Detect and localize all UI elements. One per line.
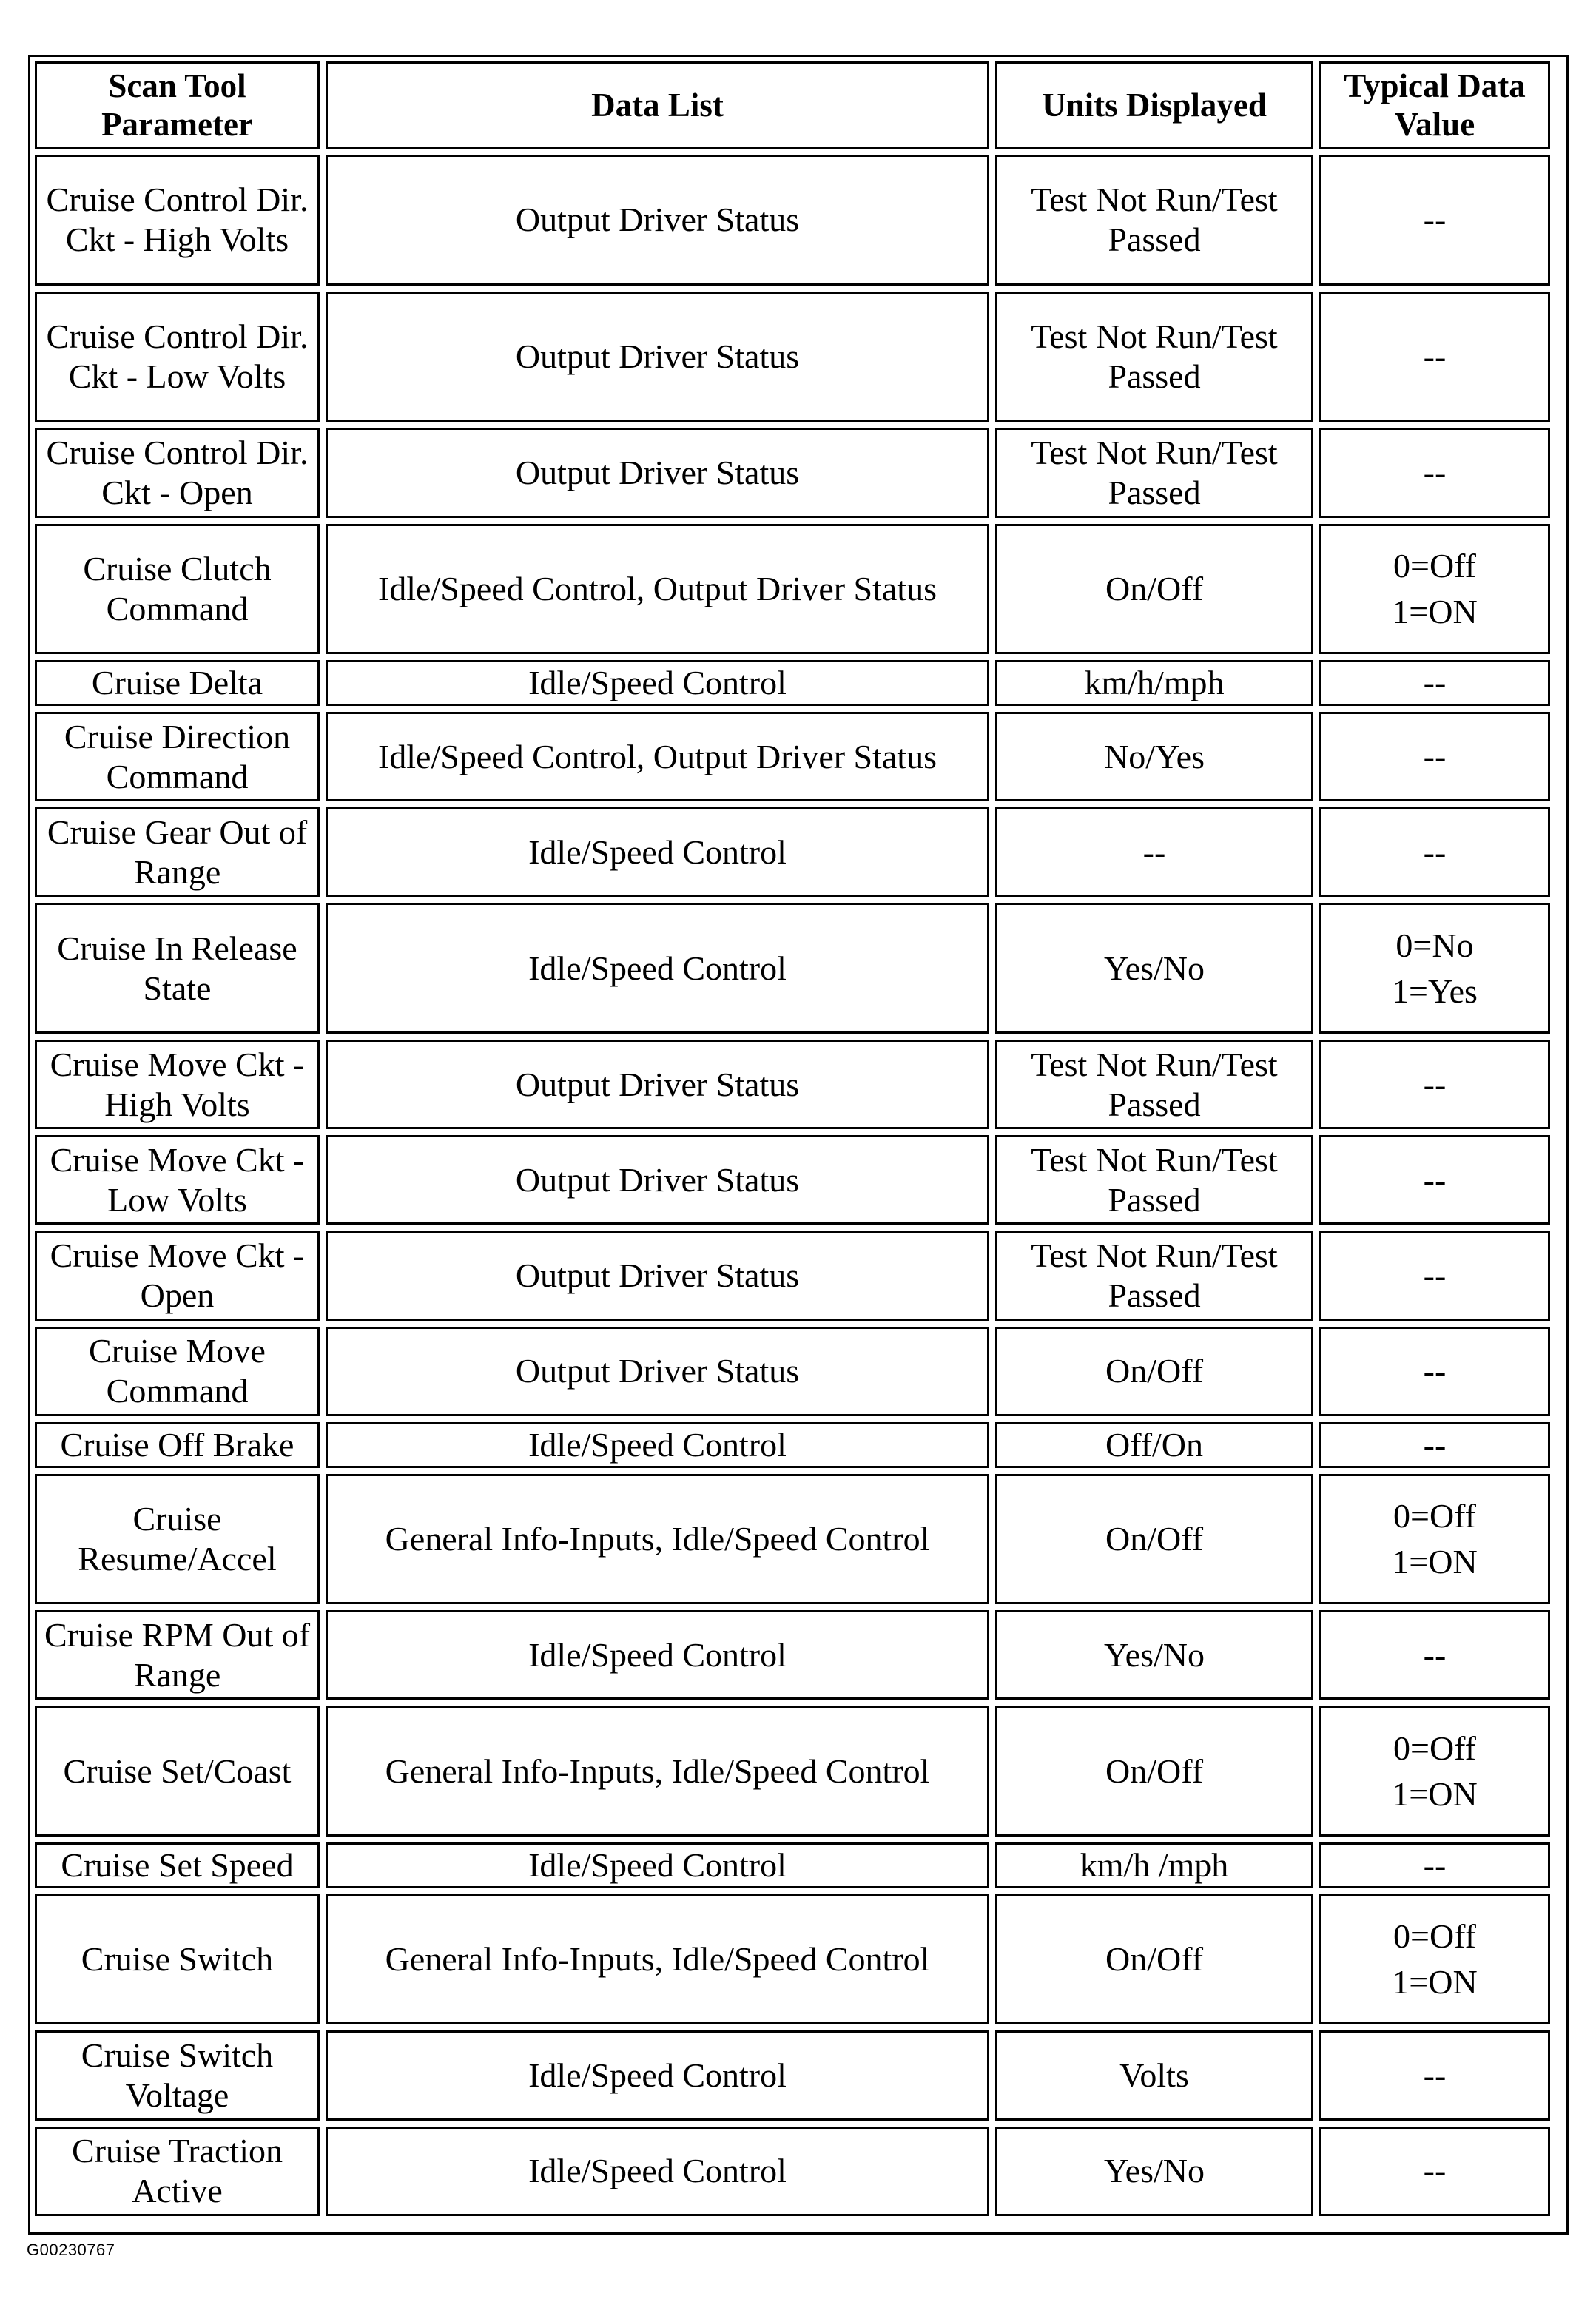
cell-units: Test Not Run/Test Passed <box>995 428 1313 517</box>
cell-units: Test Not Run/Test Passed <box>995 1040 1313 1129</box>
cell-typical-value <box>1319 903 1550 1034</box>
cell-units: On/Off <box>995 1706 1313 1837</box>
cell-typical-value <box>1319 155 1550 286</box>
cell-data-list: Idle/Speed Control <box>326 2127 989 2216</box>
cell-typical-value <box>1319 1610 1550 1700</box>
cell-typical-value <box>1319 1474 1550 1605</box>
table-row <box>35 1422 1550 1468</box>
cell-units: Volts <box>995 2030 1313 2120</box>
table-row <box>35 712 1550 801</box>
typical-value-line-1: -- <box>1423 453 1447 491</box>
cell-data-list: Output Driver Status <box>326 155 989 286</box>
typical-value-line-1: 0=No <box>1395 926 1474 964</box>
cell-data-list: Idle/Speed Control <box>326 660 989 706</box>
cell-typical-value <box>1319 2030 1550 2120</box>
typical-value-line-1: -- <box>1423 201 1447 239</box>
cell-parameter: Cruise Control Dir. Ckt - Low Volts <box>35 292 320 423</box>
cell-typical-value <box>1319 660 1550 706</box>
cell-typical-value <box>1319 1422 1550 1468</box>
cell-units: Yes/No <box>995 903 1313 1034</box>
table-row <box>35 807 1550 897</box>
cell-typical-value <box>1319 1706 1550 1837</box>
typical-value-line-1: 0=Off <box>1393 1496 1476 1535</box>
cell-parameter: Cruise In Release State <box>35 903 320 1034</box>
cell-parameter: Cruise Resume/Accel <box>35 1474 320 1605</box>
cell-data-list: Output Driver Status <box>326 1327 989 1416</box>
cell-parameter: Cruise Set/Coast <box>35 1706 320 1837</box>
cell-data-list: Idle/Speed Control <box>326 1842 989 1888</box>
cell-units: Test Not Run/Test Passed <box>995 155 1313 286</box>
cell-data-list: Idle/Speed Control <box>326 2030 989 2120</box>
cell-data-list: Idle/Speed Control, Output Driver Status <box>326 524 989 655</box>
cell-parameter: Cruise Off Brake <box>35 1422 320 1468</box>
cell-typical-value <box>1319 1231 1550 1320</box>
cell-data-list: Idle/Speed Control <box>326 1422 989 1468</box>
cell-data-list: Output Driver Status <box>326 1040 989 1129</box>
typical-value-line-2: 1=ON <box>1392 1542 1478 1581</box>
typical-value-line-2: 1=ON <box>1392 1774 1478 1813</box>
cell-data-list: Idle/Speed Control <box>326 903 989 1034</box>
cell-typical-value <box>1319 1894 1550 2025</box>
cell-data-list: Output Driver Status <box>326 1135 989 1225</box>
header-units: Units Displayed <box>995 61 1313 149</box>
table-row <box>35 660 1550 706</box>
cell-units: Yes/No <box>995 2127 1313 2216</box>
table-row <box>35 155 1550 286</box>
cell-data-list: Output Driver Status <box>326 292 989 423</box>
scan-tool-parameter-table <box>29 55 1556 2222</box>
typical-value-line-1: 0=Off <box>1393 1729 1476 1767</box>
cell-units: On/Off <box>995 1327 1313 1416</box>
typical-value-line-2: 1=ON <box>1392 592 1478 630</box>
table-row <box>35 2030 1550 2120</box>
cell-parameter: Cruise Switch <box>35 1894 320 2025</box>
cell-parameter: Cruise Control Dir. Ckt - Open <box>35 428 320 517</box>
typical-value-line-1: -- <box>1423 1635 1447 1674</box>
typical-value-line-2: 1=ON <box>1392 1963 1478 2002</box>
cell-units: km/h /mph <box>995 1842 1313 1888</box>
cell-units: No/Yes <box>995 712 1313 801</box>
cell-typical-value <box>1319 1842 1550 1888</box>
table-row <box>35 292 1550 423</box>
cell-units: Test Not Run/Test Passed <box>995 1231 1313 1320</box>
table-row <box>35 1135 1550 1225</box>
table-row <box>35 524 1550 655</box>
cell-units: Yes/No <box>995 1610 1313 1700</box>
typical-value-line-1: -- <box>1423 832 1447 871</box>
cell-typical-value <box>1319 807 1550 897</box>
table-body <box>35 155 1550 2216</box>
table-header-row <box>35 61 1550 149</box>
cell-units: km/h/mph <box>995 660 1313 706</box>
cell-data-list: General Info-Inputs, Idle/Speed Control <box>326 1706 989 1837</box>
typical-value-line-1: -- <box>1423 337 1447 376</box>
cell-parameter: Cruise Gear Out of Range <box>35 807 320 897</box>
cell-typical-value <box>1319 292 1550 423</box>
cell-typical-value <box>1319 1135 1550 1225</box>
typical-value-line-1: -- <box>1423 664 1447 702</box>
table-row <box>35 1327 1550 1416</box>
cell-data-list: Idle/Speed Control <box>326 1610 989 1700</box>
cell-units: -- <box>995 807 1313 897</box>
table-row <box>35 428 1550 517</box>
cell-data-list: Idle/Speed Control, Output Driver Status <box>326 712 989 801</box>
table-row <box>35 1894 1550 2025</box>
cell-typical-value <box>1319 524 1550 655</box>
cell-parameter: Cruise Set Speed <box>35 1842 320 1888</box>
cell-units: On/Off <box>995 524 1313 655</box>
header-parameter: Scan Tool Parameter <box>35 61 320 149</box>
typical-value-line-1: -- <box>1423 1425 1447 1464</box>
typical-value-line-1: -- <box>1423 1065 1447 1103</box>
typical-value-line-1: 0=Off <box>1393 546 1476 585</box>
cell-units: Test Not Run/Test Passed <box>995 1135 1313 1225</box>
cell-typical-value <box>1319 2127 1550 2216</box>
cell-typical-value <box>1319 428 1550 517</box>
cell-typical-value <box>1319 1327 1550 1416</box>
table-row <box>35 1231 1550 1320</box>
cell-data-list: Output Driver Status <box>326 1231 989 1320</box>
cell-parameter: Cruise Move Command <box>35 1327 320 1416</box>
typical-value-line-1: -- <box>1423 1352 1447 1390</box>
cell-parameter: Cruise Move Ckt - Open <box>35 1231 320 1320</box>
table-row <box>35 2127 1550 2216</box>
cell-typical-value <box>1319 1040 1550 1129</box>
table-row <box>35 1040 1550 1129</box>
cell-units: Off/On <box>995 1422 1313 1468</box>
cell-data-list: General Info-Inputs, Idle/Speed Control <box>326 1894 989 2025</box>
cell-data-list: Output Driver Status <box>326 428 989 517</box>
cell-parameter: Cruise Clutch Command <box>35 524 320 655</box>
table-row <box>35 1610 1550 1700</box>
cell-units: On/Off <box>995 1474 1313 1605</box>
cell-data-list: General Info-Inputs, Idle/Speed Control <box>326 1474 989 1605</box>
cell-parameter: Cruise Control Dir. Ckt - High Volts <box>35 155 320 286</box>
table-row <box>35 1842 1550 1888</box>
cell-units: Test Not Run/Test Passed <box>995 292 1313 423</box>
table-row <box>35 1706 1550 1837</box>
figure-id: G00230767 <box>27 2241 115 2259</box>
table-row <box>35 1474 1550 1605</box>
typical-value-line-1: -- <box>1423 1845 1447 1884</box>
table-row <box>35 903 1550 1034</box>
cell-parameter: Cruise Traction Active <box>35 2127 320 2216</box>
cell-parameter: Cruise Direction Command <box>35 712 320 801</box>
typical-value-line-2: 1=Yes <box>1392 972 1478 1010</box>
cell-parameter: Cruise Switch Voltage <box>35 2030 320 2120</box>
scan-tool-table-frame <box>28 55 1569 2235</box>
cell-parameter: Cruise RPM Out of Range <box>35 1610 320 1700</box>
typical-value-line-1: -- <box>1423 737 1447 775</box>
typical-value-line-1: 0=Off <box>1393 1917 1476 1956</box>
header-data-list: Data List <box>326 61 989 149</box>
typical-value-line-1: -- <box>1423 2152 1447 2190</box>
typical-value-line-1: -- <box>1423 2056 1447 2095</box>
header-typical-value: Typical Data Value <box>1319 61 1550 149</box>
cell-typical-value <box>1319 712 1550 801</box>
cell-data-list: Idle/Speed Control <box>326 807 989 897</box>
cell-parameter: Cruise Move Ckt - Low Volts <box>35 1135 320 1225</box>
cell-parameter: Cruise Move Ckt - High Volts <box>35 1040 320 1129</box>
typical-value-line-1: -- <box>1423 1160 1447 1199</box>
typical-value-line-1: -- <box>1423 1256 1447 1295</box>
cell-parameter: Cruise Delta <box>35 660 320 706</box>
cell-units: On/Off <box>995 1894 1313 2025</box>
